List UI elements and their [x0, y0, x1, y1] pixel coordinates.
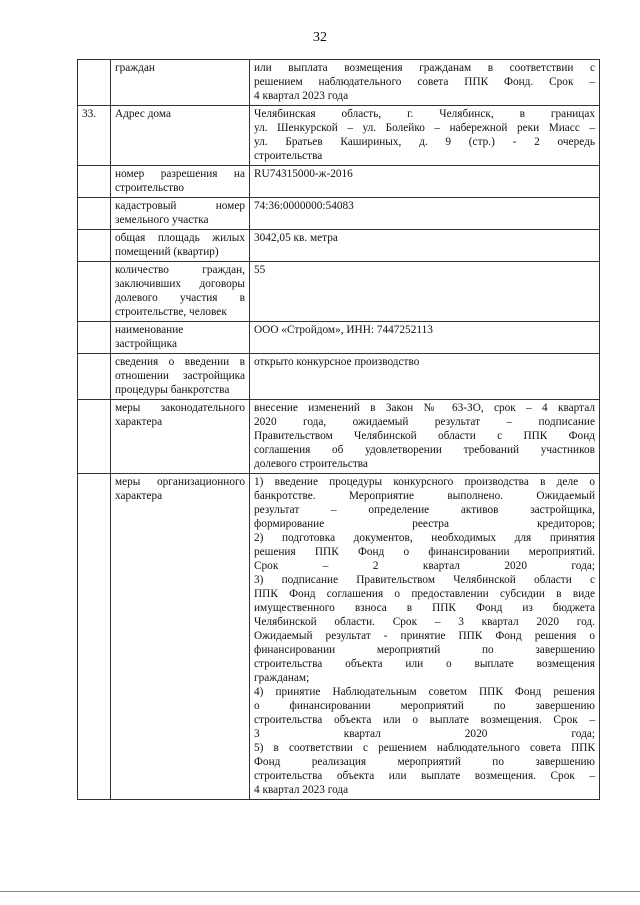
row-number [78, 354, 111, 400]
row-number [78, 60, 111, 106]
value-line: строительства [254, 150, 323, 162]
row-number [78, 262, 111, 322]
table-row [78, 166, 600, 198]
value-line: 55 [254, 264, 266, 276]
value-line: решением наблюдательного совета ППК Фонд. Срок – [254, 76, 595, 88]
field-label: меры законодательного характера [111, 400, 250, 474]
table-row [78, 262, 600, 322]
footer-rule [0, 891, 640, 892]
row-number [78, 322, 111, 354]
field-value [250, 198, 600, 230]
field-label: граждан [111, 60, 250, 106]
field-value [250, 322, 600, 354]
table-row [78, 322, 600, 354]
field-value [250, 400, 600, 474]
value-line: Правительством Челябинской области с ППК Фонд [254, 430, 595, 442]
field-value [250, 354, 600, 400]
value-line: решения ППК Фонд о финансировании мероприятий. [254, 546, 595, 558]
value-line: формирование реестра кредиторов; [254, 518, 595, 530]
table-row [78, 60, 600, 106]
value-line: ул. Шенкурской – ул. Болейко – набережной реки Миасс – [254, 122, 595, 134]
value-line: результат – определение активов застройщика, [254, 504, 595, 516]
value-line: RU74315000-ж-2016 [254, 168, 353, 180]
value-line: 1) введение процедуры конкурсного производства в деле о [254, 476, 595, 488]
table-row [78, 400, 600, 474]
field-value [250, 262, 600, 322]
value-line: 4) принятие Наблюдательным советом ППК Фонд решения [254, 686, 595, 698]
value-line: строительства объекта или о выплате возмещения [254, 658, 595, 670]
value-line: 3) подписание Правительством Челябинской области с [254, 574, 595, 586]
value-line: 2) подготовка документов, необходимых для принятия [254, 532, 595, 544]
field-label: Адрес дома [111, 106, 250, 166]
row-number [78, 198, 111, 230]
value-line: 74:36:0000000:54083 [254, 200, 354, 212]
field-label: количество граждан, заключивших договоры долевого участия в строительстве, человек [111, 262, 250, 322]
value-line: Ожидаемый результат - принятие ППК Фонд решения о [254, 630, 595, 642]
field-label: меры организационного характера [111, 474, 250, 800]
row-number [78, 400, 111, 474]
value-line: 4 квартал 2023 года [254, 784, 349, 796]
table-row [78, 198, 600, 230]
field-label: номер разрешения на строительство [111, 166, 250, 198]
value-line: 4 квартал 2023 года [254, 90, 349, 102]
field-value [250, 166, 600, 198]
table-row [78, 230, 600, 262]
field-label: общая площадь жилых помещений (квартир) [111, 230, 250, 262]
value-line: внесение изменений в Закон № 63-ЗО, срок – 4 квартал [254, 402, 595, 414]
value-line: ООО «Стройдом», ИНН: 7447252113 [254, 324, 433, 336]
field-label: наименование застройщика [111, 322, 250, 354]
field-value [250, 230, 600, 262]
value-line: Фонд реализация мероприятий по завершению [254, 756, 595, 768]
value-line: или выплата возмещения гражданам в соответствии с [254, 62, 595, 74]
value-line: банкротстве. Мероприятие выполнено. Ожидаемый [254, 490, 595, 502]
table-row [78, 106, 600, 166]
value-line: 3 квартал 2020 года; [254, 728, 595, 740]
value-line: имущественного взноса в ППК Фонд из бюджета [254, 602, 595, 614]
field-label: кадастровый номер земельного участка [111, 198, 250, 230]
value-line: Челябинской области. Срок – 3 квартал 2020 год. [254, 616, 595, 628]
field-label: сведения о введении в отношении застройщика процедуры банкротства [111, 354, 250, 400]
value-line: 5) в соответствии с решением наблюдательного совета ППК [254, 742, 595, 754]
value-line: ППК Фонд соглашения о предоставлении субсидии в виде [254, 588, 595, 600]
value-line: гражданам; [254, 672, 310, 684]
value-line: соглашения об удовлетворении требований участников [254, 444, 595, 456]
value-line: долевого строительства [254, 458, 368, 470]
row-number [78, 474, 111, 800]
value-line: строительства объекта или выплате возмещения. Срок – [254, 770, 595, 782]
field-value [250, 474, 600, 800]
project-info-table [77, 59, 600, 800]
page-number: 32 [313, 30, 327, 45]
value-line: Срок – 2 квартал 2020 года; [254, 560, 595, 572]
row-number [78, 166, 111, 198]
value-line: строительства объекта или о выплате возмещения. Срок – [254, 714, 595, 726]
row-number: 33. [78, 106, 111, 166]
value-line: 3042,05 кв. метра [254, 232, 338, 244]
row-number [78, 230, 111, 262]
table-row [78, 474, 600, 800]
value-line: открыто конкурсное производство [254, 356, 420, 368]
field-value [250, 60, 600, 106]
field-value [250, 106, 600, 166]
value-line: финансировании мероприятий по завершению [254, 644, 595, 656]
value-line: ул. Братьев Кашириных, д. 9 (стр.) - 2 очередь [254, 136, 595, 148]
value-line: 2020 года, ожидаемый результат – подписание [254, 416, 595, 428]
value-line: о финансировании мероприятий по завершению [254, 700, 595, 712]
value-line: Челябинская область, г. Челябинск, в границах [254, 108, 595, 120]
table-row [78, 354, 600, 400]
